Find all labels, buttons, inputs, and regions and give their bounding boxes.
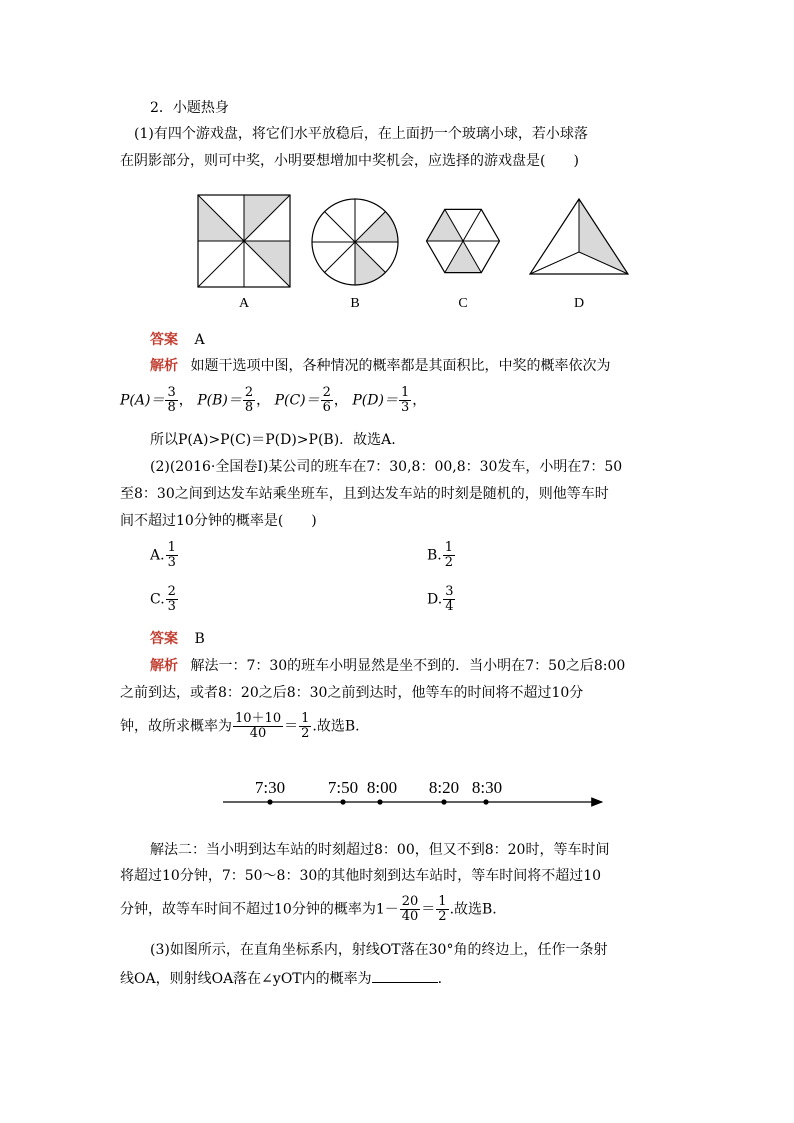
q2-timeline-figure — [210, 765, 610, 820]
q2-analysis-tag: 解析 — [150, 658, 178, 674]
prob-b-label: P(B)＝ — [197, 392, 242, 409]
timeline-label-0830: 8:30 — [471, 778, 503, 797]
q2-option-b: B. $\frac{1}{2}$ — [427, 540, 454, 570]
prob-d-fraction: $\frac{1}{3}$ — [400, 385, 410, 415]
q2-method1-line3: 钟，故所求概率为 $\frac{10+10}{40}$ ＝ $\frac{1}{2}$ .故选B. — [120, 711, 360, 741]
prob-a-label: P(A)＝ — [120, 392, 165, 409]
timeline-label-0800: 8:00 — [366, 778, 398, 797]
timeline-label-0750: 7:50 — [327, 778, 359, 797]
board-b — [312, 199, 398, 285]
q3-answer-blank — [372, 968, 438, 983]
q3-line1: (3)如图所示，在直角坐标系内，射线OT落在30°角的终边上，任作一条射 — [150, 942, 608, 958]
q2-answer-value: B — [194, 631, 205, 647]
board-c-shade-1 — [427, 209, 464, 241]
q2-method1-line2: 之前到达，或者8：20之后8：30之前到达时，他等车的时间将不超过10分 — [120, 685, 584, 701]
board-label-a: A — [238, 296, 250, 311]
q2-line3: 间不超过10分钟的概率是( ) — [120, 513, 317, 529]
q1-analysis-text: 如题干选项中图，各种情况的概率都是其面积比，中奖的概率依次为 — [190, 358, 611, 374]
q2-line1: (2)(2016·全国卷Ⅰ)某公司的班车在7：30,8：00,8：30发车，小明在7：50 — [150, 459, 623, 475]
board-label-b: B — [350, 296, 360, 311]
q3-line2: 线OA，则射线OA落在∠yOT内的概率为 . — [120, 968, 442, 988]
q2-line2: 至8：30之间到达发车站乘坐班车，且到达发车站的时刻是随机的，则他等车时 — [120, 486, 609, 502]
prob-d-label: P(D)＝ — [352, 392, 398, 409]
section-title: 2．小题热身 — [150, 100, 229, 116]
q2-option-d: D. $\frac{3}{4}$ — [427, 584, 454, 614]
q1-game-boards-figure — [186, 180, 646, 320]
q2-answer-tag: 答案 — [150, 631, 178, 647]
prob-c-label: P(C)＝ — [274, 392, 320, 409]
board-label-d: D — [573, 296, 585, 311]
timeline-label-0730: 7:30 — [254, 778, 286, 797]
q1-answer-tag: 答案 — [150, 332, 178, 348]
board-b-shade-2 — [355, 242, 385, 285]
q2-method1-line1: 解法一：7：30的班车小明显然是坐不到的．当小明在7：50之后8:00 — [190, 658, 626, 674]
prob-c-fraction: $\frac{2}{6}$ — [322, 385, 331, 415]
timeline-point-0750 — [340, 799, 345, 804]
board-c-shade-2 — [445, 241, 482, 273]
q2-method2-line2: 将超过10分钟，7：50～8：30的其他时刻到达车站时，等车时间将不超过10 — [120, 868, 602, 884]
q1-line2: 在阴影部分，则可中奖，小明要想增加中奖机会，应选择的游戏盘是( ) — [120, 153, 579, 169]
timeline-point-0820 — [441, 799, 446, 804]
board-c — [427, 209, 500, 272]
q2-method2-line1: 解法二：当小明到达车站的时刻超过8：00，但又不到8：20时，等车时间 — [150, 842, 610, 858]
q1-analysis-row — [150, 357, 610, 375]
prob-b-fraction: $\frac{2}{8}$ — [244, 385, 254, 415]
m1-fraction-2: $\frac{1}{2}$ — [301, 711, 310, 741]
m2-fraction-2: $\frac{1}{2}$ — [438, 894, 447, 924]
q1-probabilities: P(A)＝ $\frac{3}{8}$ ， P(B)＝ $\frac{2}{8}$ ， P(C)＝ $\frac{2}{6}$ ， P(D)＝ $\frac{1}{3}$ ， — [120, 385, 427, 415]
timeline-point-0830 — [483, 799, 488, 804]
q1-conclusion: 所以P(A)>P(C)＝P(D)>P(B)．故选A. — [150, 432, 396, 448]
timeline-point-0730 — [267, 799, 272, 804]
timeline-label-0820: 8:20 — [428, 778, 460, 797]
prob-a-fraction: $\frac{3}{8}$ — [167, 385, 176, 415]
q2-analysis-row — [150, 657, 625, 675]
timeline-point-0800 — [377, 799, 382, 804]
m1-fraction-1: $\frac{10+10}{40}$ — [235, 711, 282, 741]
q1-answer-row — [150, 331, 205, 349]
q2-option-c: C. $\frac{2}{3}$ — [150, 584, 176, 614]
q1-analysis-tag: 解析 — [150, 358, 178, 374]
board-d — [530, 199, 628, 274]
board-a — [198, 195, 290, 287]
q1-answer-value: A — [194, 332, 205, 348]
q1-line1: (1)有四个游戏盘，将它们水平放稳后，在上面扔一个玻璃小球，若小球落 — [134, 126, 588, 142]
q2-method2-line3: 分钟，故等车时间不超过10分钟的概率为1－ $\frac{20}{40}$ ＝ $\frac{1}{2}$ .故选B. — [120, 894, 497, 924]
board-label-c: C — [458, 296, 468, 311]
m2-fraction-1: $\frac{20}{40}$ — [401, 894, 419, 924]
q2-option-a: A. $\frac{1}{3}$ — [150, 540, 176, 570]
q2-answer-row — [150, 630, 205, 648]
board-b-shade-1 — [355, 212, 398, 242]
